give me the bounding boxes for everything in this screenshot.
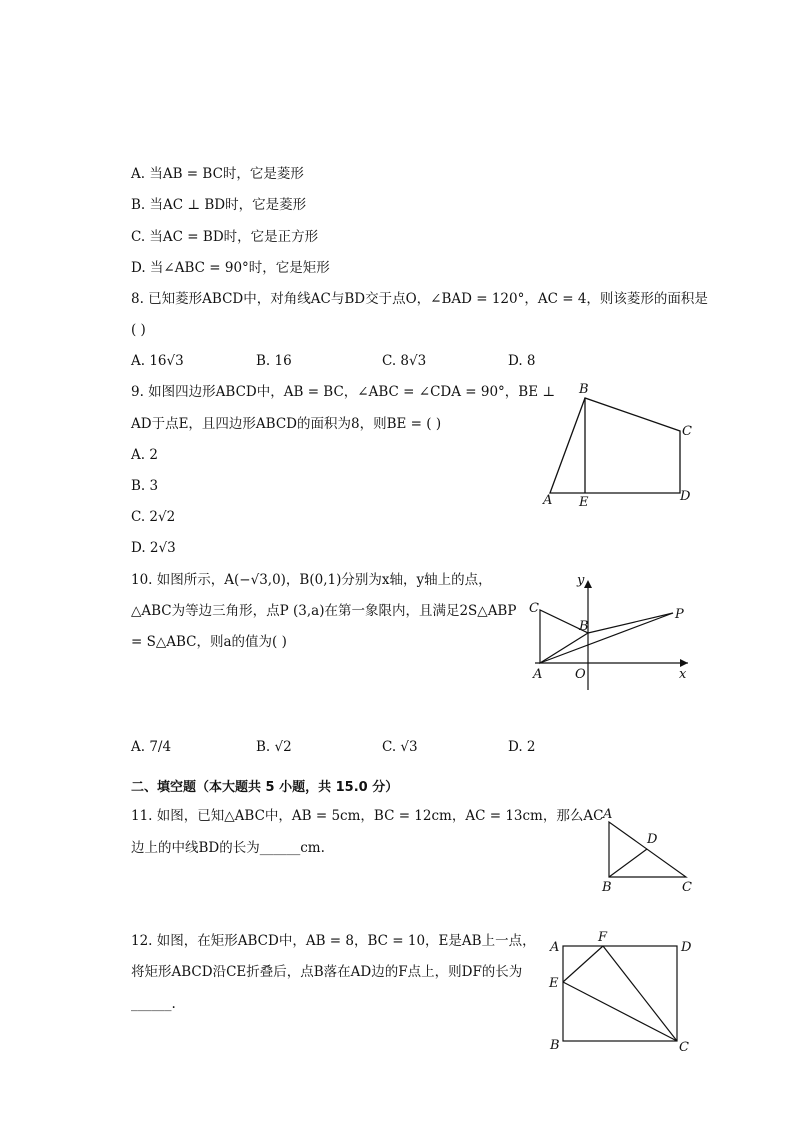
q9-option-d: D. 2√3 — [131, 540, 176, 556]
q11-label-b: B — [602, 880, 612, 895]
q9-line2: AD于点E，且四边形ABCD的面积为8，则BE = ( ) — [131, 416, 442, 432]
q7-option-b: B. 当AC ⊥ BD时，它是菱形 — [131, 197, 307, 213]
q8-option-d: D. 8 — [508, 353, 536, 369]
q9-label-c: C — [682, 424, 692, 439]
q9-option-b: B. 3 — [131, 478, 159, 494]
q7-option-a: A. 当AB = BC时，它是菱形 — [131, 166, 304, 182]
q8-option-c: C. 8√3 — [382, 353, 427, 369]
q12-label-d: D — [681, 940, 692, 955]
q10-line1: 10. 如图所示，A(−√3,0)，B(0,1)分别为x轴，y轴上的点， — [131, 572, 492, 588]
q10-label-y: y — [577, 573, 585, 588]
q12-segment-ef — [563, 946, 603, 982]
q12-segment-fc — [603, 946, 677, 1041]
section-heading-fill-in: 二、填空题（本大题共 5 小题，共 15.0 分） — [131, 780, 399, 795]
q10-segment-bp — [588, 613, 673, 633]
q12-line3: ______. — [131, 996, 176, 1012]
q12-label-a: A — [550, 940, 560, 955]
q10-line2: △ABC为等边三角形，点P (3,a)在第一象限内，且满足2S△ABP — [131, 603, 517, 619]
q11-figure — [598, 805, 698, 895]
q9-label-e: E — [579, 495, 589, 510]
q12-line1: 12. 如图，在矩形ABCD中，AB = 8，BC = 10，E是AB上一点， — [131, 933, 536, 949]
q12-label-c: C — [679, 1040, 689, 1055]
q11-line1: 11. 如图，已知△ABC中，AB = 5cm，BC = 12cm，AC = 13cm，那么AC — [131, 808, 604, 824]
q8-stem: 8. 已知菱形ABCD中，对角线AC与BD交于点O，∠BAD = 120°，AC = 4，则该菱形的面积是 — [131, 291, 708, 307]
q9-label-a: A — [543, 493, 553, 508]
q12-figure — [544, 927, 699, 1057]
q12-label-f: F — [598, 930, 608, 945]
q7-option-c: C. 当AC = BD时，它是正方形 — [131, 229, 319, 245]
q10-label-x: x — [679, 667, 687, 682]
q9-figure — [535, 378, 705, 513]
q10-label-a: A — [533, 667, 543, 682]
q10-x-arrow — [680, 659, 688, 667]
q7-option-d: D. 当∠ABC = 90°时，它是矩形 — [131, 260, 330, 276]
q11-median-bd — [609, 849, 647, 877]
q9-quadrilateral — [550, 398, 680, 493]
q11-label-a: A — [603, 807, 613, 822]
q12-label-e: E — [549, 976, 559, 991]
q12-segment-ec — [563, 982, 677, 1041]
q9-option-a: A. 2 — [131, 447, 158, 463]
q11-line2: 边上的中线BD的长为______cm. — [131, 840, 325, 856]
q10-label-o: O — [575, 667, 586, 682]
q10-option-b: B. √2 — [256, 739, 292, 755]
q8-option-b: B. 16 — [256, 353, 292, 369]
q10-triangle-abc — [540, 610, 588, 663]
q10-y-arrow — [584, 580, 592, 588]
q8-option-a: A. 16√3 — [131, 353, 184, 369]
q9-label-b: B — [579, 382, 589, 397]
q10-figure — [525, 570, 695, 695]
q10-label-b: B — [579, 619, 589, 634]
q10-option-a: A. 7/4 — [131, 739, 172, 755]
q11-label-c: C — [682, 880, 692, 895]
q10-label-c: C — [529, 601, 539, 616]
q12-line2: 将矩形ABCD沿CE折叠后，点B落在AD边的F点上，则DF的长为 — [131, 964, 523, 980]
q10-line3: = S△ABC，则a的值为( ) — [131, 634, 287, 650]
q9-line1: 9. 如图四边形ABCD中，AB = BC，∠ABC = ∠CDA = 90°，BE ⊥ — [131, 384, 556, 400]
q11-label-d: D — [647, 832, 658, 847]
q10-label-p: P — [675, 607, 684, 622]
q8-paren: ( ) — [131, 322, 146, 338]
q10-option-d: D. 2 — [508, 739, 536, 755]
q12-label-b: B — [550, 1038, 560, 1053]
q10-segment-ap — [540, 613, 673, 663]
q9-label-d: D — [680, 489, 691, 504]
q9-option-c: C. 2√2 — [131, 509, 176, 525]
q12-rectangle-abcd — [563, 946, 677, 1041]
q10-option-c: C. √3 — [382, 739, 418, 755]
